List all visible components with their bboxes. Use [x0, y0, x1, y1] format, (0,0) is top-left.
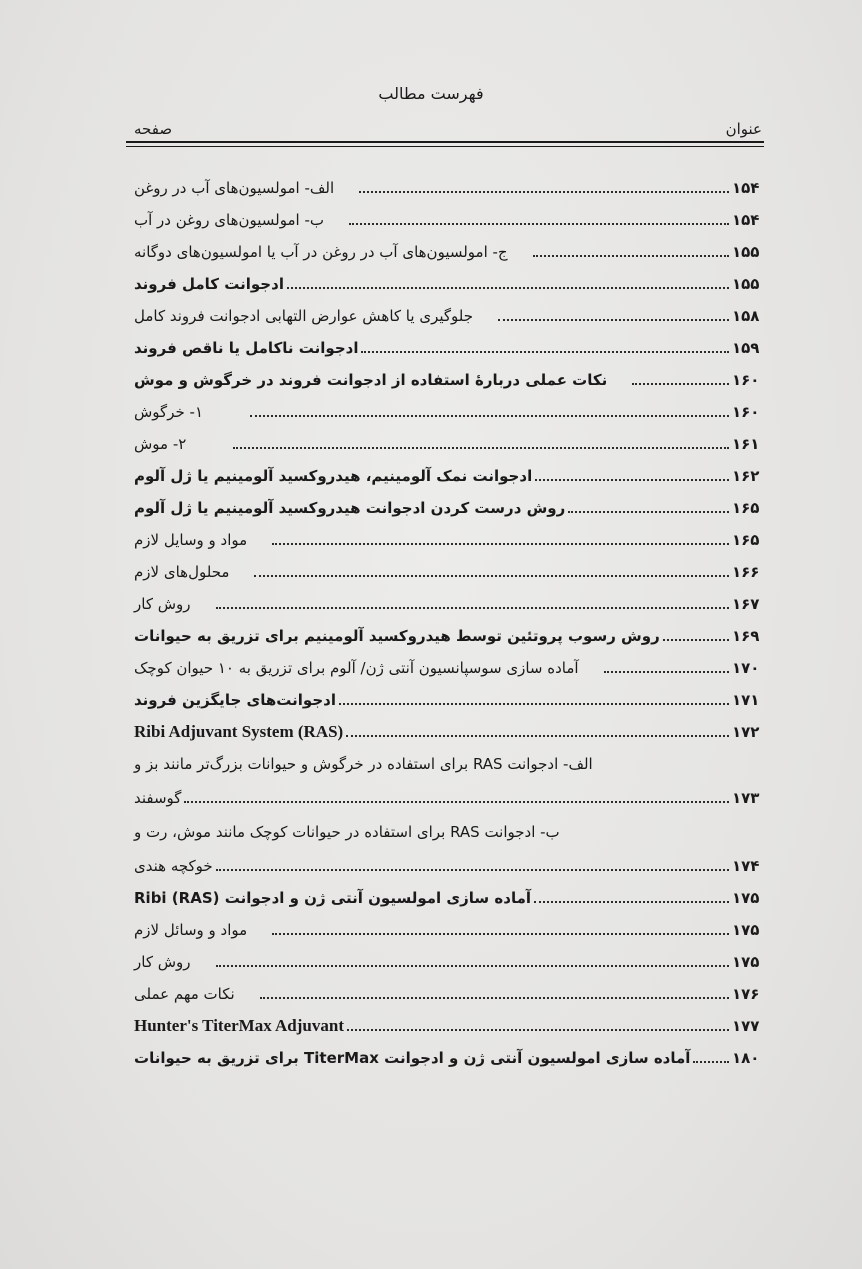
column-header-title: عنوان — [725, 120, 762, 138]
toc-leader-dots — [346, 734, 729, 737]
toc-leader-dots — [216, 606, 729, 609]
toc-entry-page: ۱۷۵ — [732, 889, 760, 907]
toc-leader-dots — [498, 318, 729, 321]
toc-entry — [134, 200, 770, 230]
toc-leader-dots — [272, 542, 729, 545]
toc-leader-dots — [272, 932, 729, 935]
toc-entry — [134, 296, 770, 326]
toc-entry — [134, 910, 770, 940]
toc-entry — [134, 648, 770, 678]
toc-entry-text: الف- امولسیون‌های آب در روغن — [134, 179, 335, 197]
toc-entry-page: ۱۶۱ — [732, 435, 760, 453]
toc-entry-page: ۱۶۷ — [732, 595, 760, 613]
toc-entry-text: ج- امولسیون‌های آب در روغن در آب یا امولسیون‌های دوگانه — [134, 243, 508, 261]
toc-entry — [134, 520, 770, 550]
toc-entry-page: ۱۷۵ — [732, 921, 760, 939]
toc-leader-dots — [618, 768, 729, 769]
toc-entry-text: روش رسوب پروتئین توسط هیدروکسید آلومینیم برای تزریق به حیوانات — [134, 627, 660, 645]
toc-entry-page: ۱۶۰ — [732, 371, 760, 389]
toc-entry-page: ۱۷۱ — [732, 691, 760, 709]
toc-leader-dots — [585, 836, 729, 837]
toc-entry-text: جلوگیری یا کاهش عوارض التهابی ادجوانت فروند کامل — [134, 307, 473, 325]
toc-leader-dots — [663, 638, 729, 641]
toc-entry — [134, 584, 770, 614]
toc-leader-dots — [533, 254, 729, 257]
toc-entry-text: مواد و وسائل لازم — [134, 921, 248, 939]
toc-entry-page: ۱۷۴ — [732, 857, 760, 875]
toc-leader-dots — [534, 900, 729, 903]
toc-leader-dots — [568, 510, 729, 513]
toc-leader-dots — [216, 964, 729, 967]
toc-leader-dots — [184, 800, 729, 803]
toc-entry-page: ۱۶۲ — [732, 467, 760, 485]
toc-entry-page: ۱۵۸ — [732, 307, 760, 325]
toc-entry — [134, 942, 770, 972]
toc-entry-text: مواد و وسایل لازم — [134, 531, 248, 549]
toc-entry-text: گوسفند — [134, 789, 182, 807]
toc-leader-dots — [250, 414, 729, 417]
toc-entry — [134, 328, 770, 358]
toc-entry-page: ۱۶۰ — [732, 403, 760, 421]
toc-entry — [134, 846, 770, 876]
toc-entry — [134, 680, 770, 710]
toc-entry-page: ۱۶۵ — [732, 499, 760, 517]
toc-entry-page: ۱۷۲ — [732, 723, 760, 741]
toc-entry-page: ۱۶۶ — [732, 563, 760, 581]
toc-entry — [134, 1038, 770, 1068]
toc-entry-page: ۱۵۴ — [732, 211, 760, 229]
toc-entry — [134, 974, 770, 1004]
toc-entry-page: ۱۶۹ — [732, 627, 760, 645]
toc-entry-text: ادجوانت نمک آلومینیم، هیدروکسید آلومینیم یا ژل آلوم — [134, 467, 533, 485]
toc-entry-page: ۱۵۴ — [732, 179, 760, 197]
toc-entry — [134, 812, 770, 842]
toc-entry-text: ادجوانت کامل فروند — [134, 275, 284, 293]
toc-entry — [134, 488, 770, 518]
toc-entry — [134, 744, 770, 774]
toc-entry — [134, 232, 770, 262]
toc-entry-text: الف- ادجوانت RAS برای استفاده در خرگوش و حیوانات بزرگ‌تر مانند بز و — [134, 755, 593, 773]
toc-leader-dots — [287, 286, 729, 289]
toc-leader-dots — [632, 382, 729, 385]
toc-leader-dots — [359, 190, 729, 193]
toc-entry-page: ۱۷۳ — [732, 789, 760, 807]
header-rule-thin — [126, 146, 764, 147]
toc-leader-dots — [347, 1028, 729, 1031]
toc-entry-page: ۱۵۵ — [732, 243, 760, 261]
toc-entry-text: Ribi Adjuvant System (RAS) — [134, 722, 344, 741]
toc-entry-page: ۱۶۵ — [732, 531, 760, 549]
toc-entry — [134, 712, 770, 742]
toc-entry-text: ب- امولسیون‌های روغن در آب — [134, 211, 324, 229]
toc-leader-dots — [216, 868, 729, 871]
toc-leader-dots — [604, 670, 729, 673]
toc-entry-text: آماده سازی سوسپانسیون آنتی ژن/ آلوم برای تزریق به ۱۰ حیوان کوچک — [134, 659, 579, 677]
toc-entry — [134, 168, 770, 198]
toc-entry-text: محلول‌های لازم — [134, 563, 230, 581]
toc-entry-text: روش درست کردن ادجوانت هیدروکسید آلومینیم یا ژل آلوم — [134, 499, 566, 517]
page-title: فهرست مطالب — [378, 84, 484, 103]
toc-leader-dots — [260, 996, 729, 999]
toc-entry-text: ادجوانت ناکامل یا ناقص فروند — [134, 339, 359, 357]
toc-leader-dots — [693, 1060, 729, 1063]
toc-entry-page: ۱۷۷ — [732, 1017, 760, 1035]
toc-leader-dots — [349, 222, 729, 225]
toc-entry-text: نکات عملی دربارهٔ استفاده از ادجوانت فروند در خرگوش و موش — [134, 371, 608, 389]
toc-leader-dots — [339, 702, 729, 705]
toc-entry-text: ۱- خرگوش — [134, 403, 203, 421]
toc-leader-dots — [233, 446, 729, 449]
toc-entry-text: ب- ادجوانت RAS برای استفاده در حیوانات کوچک مانند موش، رت و — [134, 823, 560, 841]
toc-leader-dots — [254, 574, 729, 577]
toc-entry-page: ۱۷۵ — [732, 953, 760, 971]
toc-entry — [134, 360, 770, 390]
toc-entry — [134, 778, 770, 808]
toc-entry — [134, 1006, 770, 1036]
toc-entry — [134, 616, 770, 646]
toc-entry-text: روش کار — [134, 595, 191, 613]
toc-leader-dots — [361, 350, 729, 353]
toc-entry-page: ۱۵۵ — [732, 275, 760, 293]
toc-entry-text: خوکچه هندی — [134, 857, 213, 875]
toc-entry-page: ۱۸۰ — [732, 1049, 760, 1067]
toc-entry — [134, 456, 770, 486]
toc-entry — [134, 424, 770, 454]
toc-entry-text: نکات مهم عملی — [134, 985, 235, 1003]
toc-entry — [134, 878, 770, 908]
toc-entry — [134, 392, 770, 422]
toc-entry-text: Hunter's TiterMax Adjuvant — [134, 1016, 344, 1035]
toc-entry-page: ۱۷۰ — [732, 659, 760, 677]
toc-entry-page: ۱۵۹ — [732, 339, 760, 357]
header-rule-thick — [126, 141, 764, 143]
column-header-page: صفحه — [134, 120, 173, 138]
toc-entry-text: ۲- موش — [134, 435, 187, 453]
toc-entry-text: روش کار — [134, 953, 191, 971]
toc-entry-page: ۱۷۶ — [732, 985, 760, 1003]
toc-entry — [134, 552, 770, 582]
toc-entry-text: ادجوانت‌های جایگزین فروند — [134, 691, 336, 709]
toc-entry — [134, 264, 770, 294]
toc-leader-dots — [535, 478, 729, 481]
toc-entry-text: آماده سازی امولسیون آنتی ژن و ادجوانت (RAS) Ribi — [134, 889, 532, 907]
toc-entry-text: آماده سازی امولسیون آنتی ژن و ادجوانت TiterMax برای تزریق به حیوانات — [134, 1049, 691, 1067]
